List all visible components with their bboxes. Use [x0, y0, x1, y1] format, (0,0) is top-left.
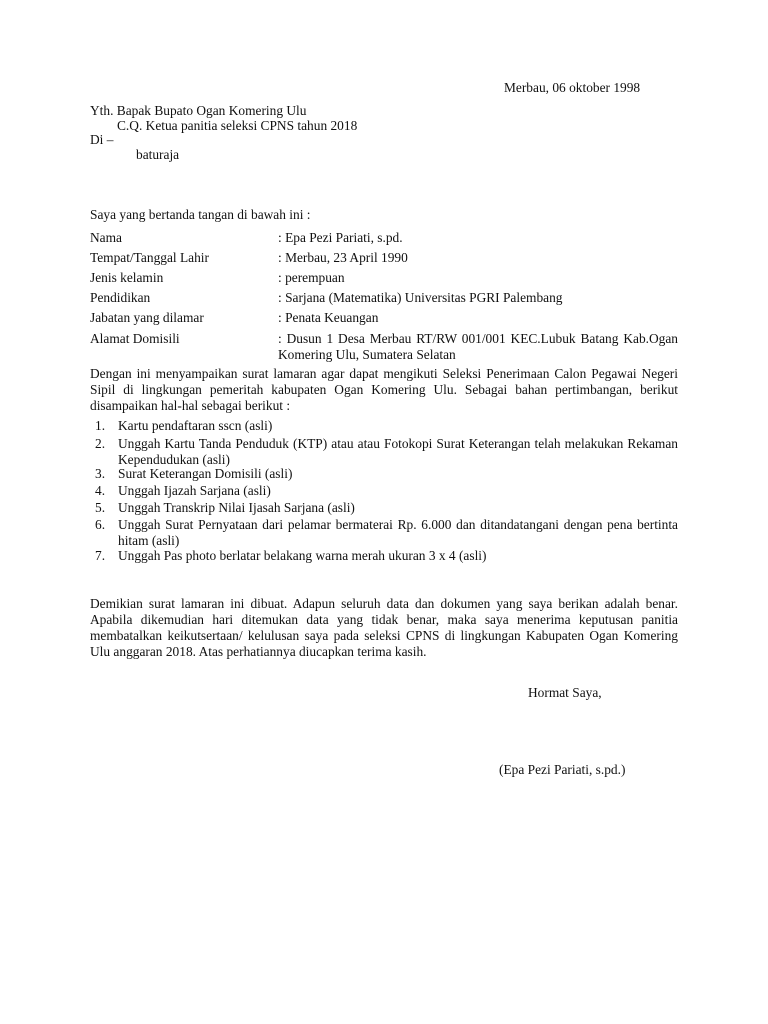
- list-number: 4.: [95, 483, 106, 498]
- list-text: Kartu pendaftaran sscn (asli): [118, 418, 273, 433]
- recipient-line-1: Yth. Bapak Bupato Ogan Komering Ulu: [90, 103, 307, 118]
- info-value-nama: : Epa Pezi Pariati, s.pd.: [278, 230, 403, 245]
- list-text: Unggah Surat Pernyataan dari pelamar bermaterai Rp. 6.000 dan ditandatangani dengan pena bertinta hitam (asli): [118, 517, 678, 548]
- info-value-pendidikan: : Sarjana (Matematika) Universitas PGRI Palembang: [278, 290, 563, 305]
- recipient-line-2: C.Q. Ketua panitia seleksi CPNS tahun 2018: [117, 118, 358, 133]
- info-label-alamat: Alamat Domisili: [90, 331, 180, 346]
- list-text: Surat Keterangan Domisili (asli): [118, 466, 293, 481]
- list-number: 3.: [95, 466, 106, 481]
- list-text: Unggah Transkrip Nilai Ijasah Sarjana (asli): [118, 500, 355, 515]
- info-label-tempat-tanggal-lahir: Tempat/Tanggal Lahir: [90, 250, 209, 265]
- info-value-tempat-tanggal-lahir: : Merbau, 23 April 1990: [278, 250, 408, 265]
- info-value-jabatan: : Penata Keuangan: [278, 310, 379, 325]
- list-number: 6.: [95, 517, 106, 532]
- list-number: 1.: [95, 418, 106, 433]
- info-label-nama: Nama: [90, 230, 122, 245]
- list-text: Unggah Pas photo berlatar belakang warna merah ukuran 3 x 4 (asli): [118, 548, 487, 563]
- info-label-jabatan: Jabatan yang dilamar: [90, 310, 204, 325]
- info-value-jenis-kelamin: : perempuan: [278, 270, 345, 285]
- list-number: 7.: [95, 548, 106, 563]
- list-number: 5.: [95, 500, 106, 515]
- salutation: Hormat Saya,: [528, 685, 602, 700]
- info-value-alamat: : Dusun 1 Desa Merbau RT/RW 001/001 KEC.Lubuk Batang Kab.Ogan Komering Ulu, Sumatera Selatan: [278, 331, 678, 362]
- list-number: 2.: [95, 436, 106, 451]
- recipient-line-4: baturaja: [136, 147, 180, 162]
- recipient-line-3: Di –: [90, 132, 114, 147]
- intro-line: Saya yang bertanda tangan di bawah ini :: [90, 207, 311, 222]
- info-label-pendidikan: Pendidikan: [90, 290, 151, 305]
- signature-name: (Epa Pezi Pariati, s.pd.): [499, 762, 626, 777]
- body-paragraph: Dengan ini menyampaikan surat lamaran agar dapat mengikuti Seleksi Penerimaan Calon Pegawai Negeri Sipil di lingkungan pemeritah kabupaten Ogan Komering Ulu. Sebagai bahan pertimbangan, berikut disampaikan hal-hal sebagai berikut :: [90, 366, 678, 413]
- date-line: Merbau, 06 oktober 1998: [504, 80, 641, 95]
- list-text: Unggah Ijazah Sarjana (asli): [118, 483, 271, 498]
- closing-paragraph: Demikian surat lamaran ini dibuat. Adapun seluruh data dan dokumen yang saya berikan adalah benar. Apabila dikemudian hari ditemukan data yang tidak benar, maka saya menerima keputusan panitia membatalkan keikutsertaan/ kelulusan saya pada seleksi CPNS di lingkungan Kabupaten Ogan Komering Ulu anggaran 2018. Atas perhatiannya diucapkan terima kasih.: [90, 596, 678, 659]
- list-text: Unggah Kartu Tanda Penduduk (KTP) atau atau Fotokopi Surat Keterangan telah melakukan Rekaman Kependudukan (asli): [118, 436, 678, 467]
- info-label-jenis-kelamin: Jenis kelamin: [90, 270, 164, 285]
